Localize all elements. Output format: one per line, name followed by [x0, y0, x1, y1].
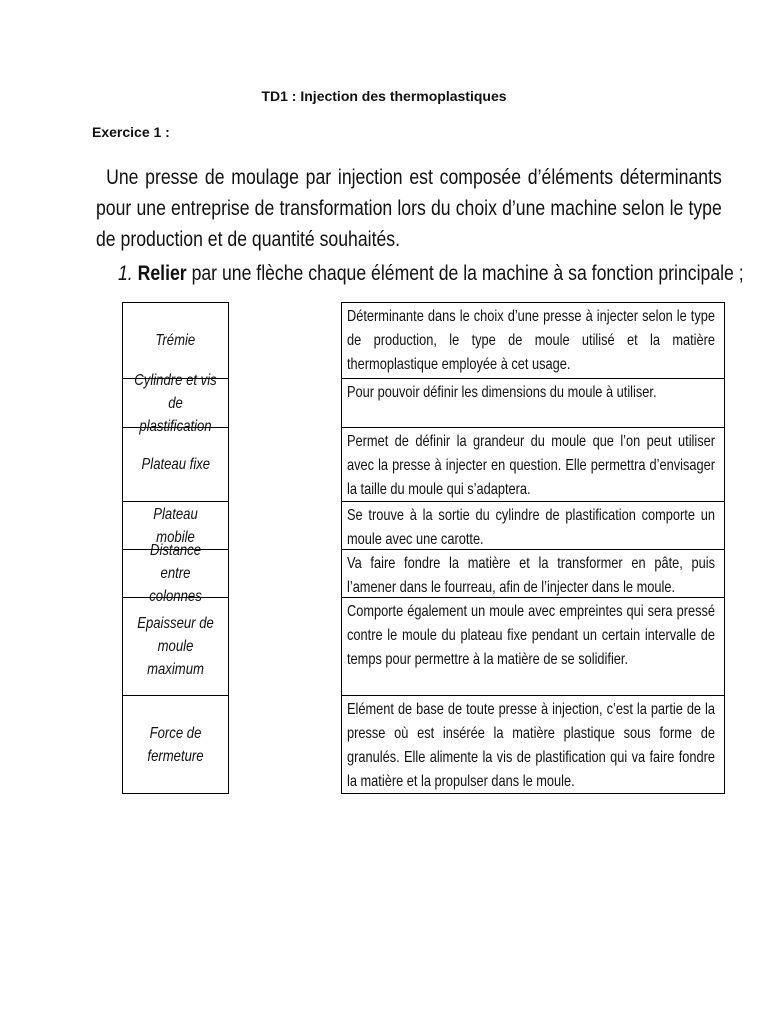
function-cell: Se trouve à la sortie du cylindre de plastification comporte un moule avec une carotte. — [342, 502, 724, 550]
element-cell: Plateau fixe — [123, 428, 228, 502]
function-cell: Va faire fondre la matière et la transformer en pâte, puis l’amener dans le fourreau, afin de l’injecter dans le moule. — [342, 550, 724, 598]
function-cell: Déterminante dans le choix d’une presse à injecter selon le type de production, le type de moule utilisé et la matière thermoplastique employée à cet usage. — [342, 303, 724, 379]
element-cell: Force de fermeture — [147, 724, 204, 765]
intro-text: Une presse de moulage par injection est composée d’éléments déterminants pour une entreprise de transformation lors du choix d’une machine selon le type de production et de quantité souhaités. — [96, 166, 722, 251]
element-cell: Distance entre colonnes — [123, 550, 228, 598]
function-cell: Pour pouvoir définir les dimensions du moule à utiliser. — [342, 379, 724, 428]
document-title: TD1 : Injection des thermoplastiques — [261, 88, 507, 104]
element-cell: Epaisseur de moule maximum — [123, 598, 228, 696]
exercise-label: Exercice 1 : — [92, 124, 170, 140]
instruction-number: 1. — [118, 262, 133, 285]
instruction-verb: Relier — [137, 262, 187, 285]
function-cell: Comporte également un moule avec empreintes qui sera pressé contre le moule du plateau fixe pendant un certain intervalle de temps pour permettre à la matière de se solidifier. — [342, 598, 724, 696]
function-cell: Permet de définir la grandeur du moule que l’on peut utiliser avec la presse à injecter en question. Elle permettra d’envisager la taille du moule qui s’adaptera. — [342, 428, 724, 502]
intro-paragraph — [96, 162, 722, 255]
element-cell: Cylindre et vis de plastification — [123, 379, 228, 428]
instruction — [118, 262, 744, 286]
elements-table — [122, 302, 229, 794]
functions-table — [341, 302, 725, 794]
element-cell: Plateau mobile — [123, 502, 228, 550]
instruction-text: par une flèche chaque élément de la machine à sa fonction principale ; — [191, 262, 744, 285]
function-cell: Elément de base de toute presse à injection, c’est la partie de la presse où est insérée la matière plastique sous forme de granulés. Elle alimente la vis de plastification qui va faire fondre la matière et la propulser dans le moule. — [347, 701, 715, 790]
element-cell: Trémie — [123, 303, 228, 379]
